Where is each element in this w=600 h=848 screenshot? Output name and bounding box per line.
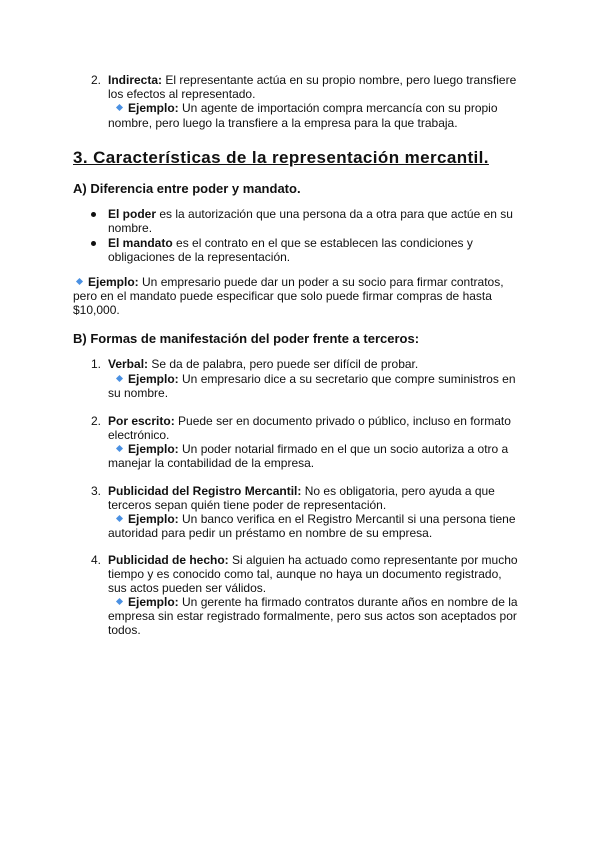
example-text: empresa sin estar registrado formalmente, pero sus actos son aceptados por [108, 609, 517, 623]
bullet-text: es el contrato en el que se establecen las condiciones y [176, 236, 473, 250]
example-text: todos. [108, 623, 141, 637]
list-number: 3. [91, 484, 102, 498]
diamond-bullet-icon [116, 445, 123, 452]
list-item-text: Puede ser en documento privado o público, incluso en formato [178, 414, 511, 428]
example-label: Ejemplo: [128, 595, 179, 609]
diamond-bullet-icon [116, 515, 123, 522]
diamond-bullet-icon [116, 104, 123, 111]
list-item-text: terceros sepan quién tiene poder de representación. [108, 498, 387, 512]
example-line [77, 275, 504, 290]
example-label: Ejemplo: [128, 101, 179, 115]
example-text: su nombre. [108, 386, 169, 400]
bullet-line [108, 207, 513, 222]
example-line [117, 372, 516, 387]
example-label: Ejemplo: [88, 275, 139, 289]
list-item-term: Publicidad del Registro Mercantil: [108, 484, 302, 498]
list-item-line [108, 484, 495, 499]
example-label: Ejemplo: [128, 442, 179, 456]
list-number: 2. [91, 73, 102, 87]
list-item-text: Se da de palabra, pero puede ser difícil de probar. [151, 357, 419, 371]
list-number: 4. [91, 553, 102, 567]
list-item-text: tiempo y es conocido como tal, aunque no haya un documento registrado, [108, 567, 502, 581]
example-text: Un agente de importación compra mercancía con su propio [182, 101, 498, 115]
list-item-text: sus actos pueden ser válidos. [108, 581, 267, 595]
example-line [117, 512, 516, 527]
example-label: Ejemplo: [128, 372, 179, 386]
list-item-text: No es obligatoria, pero ayuda a que [304, 484, 495, 498]
bullet-text: nombre. [108, 221, 153, 235]
example-text: manejar la contabilidad de la empresa. [108, 456, 315, 470]
bullet-term: El poder [108, 207, 157, 221]
example-text: Un gerente ha firmado contratos durante años en nombre de la [182, 595, 518, 609]
bullet-line [108, 236, 473, 251]
list-item-line [108, 553, 518, 568]
list-item-term: Por escrito: [108, 414, 175, 428]
example-line [117, 442, 508, 457]
list-item-text: Si alguien ha actuado como representante por mucho [232, 553, 518, 567]
list-item-text: El representante actúa en su propio nombre, pero luego transfiere [165, 73, 517, 87]
bullet-text: obligaciones de la representación. [108, 250, 291, 264]
list-number: 1. [91, 357, 102, 371]
list-item-line [108, 357, 418, 372]
list-item-text: los efectos al representado. [108, 87, 256, 101]
bullet-dot-icon [91, 241, 96, 246]
example-text: Un empresario dice a su secretario que compre suministros en [182, 372, 516, 386]
list-number: 2. [91, 414, 102, 428]
list-item-line [108, 73, 516, 88]
example-text: pero en el mandato puede especificar que solo puede firmar compras de hasta [73, 289, 492, 303]
section-title: 3. Características de la representación mercantil. [73, 148, 489, 167]
example-text: Un banco verifica en el Registro Mercantil si una persona tiene [182, 512, 516, 526]
list-item-term: Publicidad de hecho: [108, 553, 229, 567]
example-text: Un poder notarial firmado en el que un socio autoriza a otro a [182, 442, 509, 456]
bullet-term: El mandato [108, 236, 173, 250]
subsection-title: B) Formas de manifestación del poder frente a terceros: [73, 331, 420, 346]
diamond-bullet-icon [76, 278, 83, 285]
example-line [117, 595, 518, 610]
list-item-term: Indirecta: [108, 73, 163, 87]
example-text: nombre, pero luego la transfiere a la empresa para la que trabaja. [108, 116, 458, 130]
example-label: Ejemplo: [128, 512, 179, 526]
list-item-line [108, 414, 511, 429]
example-text: Un empresario puede dar un poder a su socio para firmar contratos, [142, 275, 504, 289]
list-item-term: Verbal: [108, 357, 149, 371]
example-text: $10,000. [73, 303, 120, 317]
example-text: autoridad para pedir un préstamo en nombre de su empresa. [108, 526, 433, 540]
bullet-text: es la autorización que una persona da a otra para que actúe en su [159, 207, 513, 221]
subsection-title: A) Diferencia entre poder y mandato. [73, 181, 301, 196]
example-line [117, 101, 498, 116]
diamond-bullet-icon [116, 598, 123, 605]
diamond-bullet-icon [116, 375, 123, 382]
list-item-text: electrónico. [108, 428, 170, 442]
bullet-dot-icon [91, 212, 96, 217]
